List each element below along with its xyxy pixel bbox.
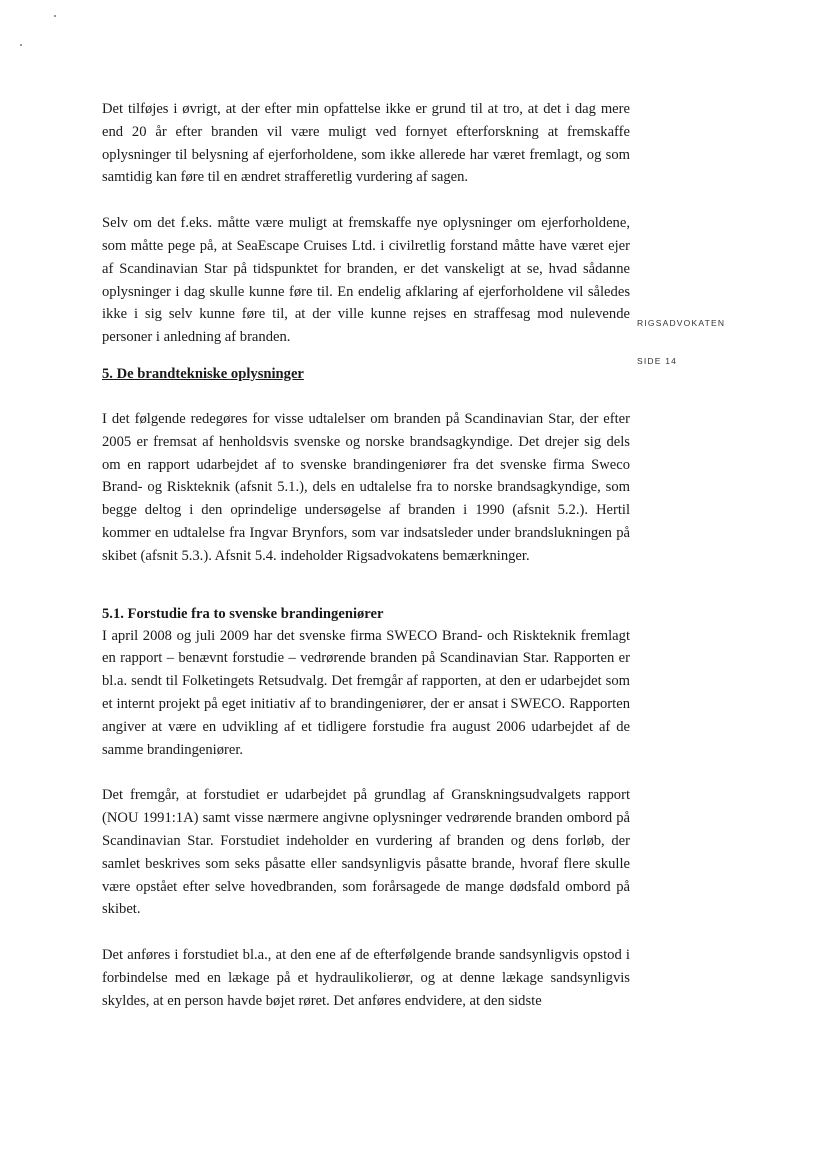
section-heading-5: 5. De brandtekniske oplysninger bbox=[102, 365, 304, 382]
paragraph-study-basis: Det fremgår, at forstudiet er udarbejdet på grundlag af Granskningsudvalgets rapport (NOU 1991:1A) samt visse nærmere angivne oplysninger vedrørende branden ombord på Scandinavian Star. Forstudiet indeholder en vurdering af branden og dens forløb, der samlet beskrives som seks påsatte eller sandsynligvis påsatte brande, hvoraf flere skulle være opstået efter selve hovedbranden, som forårsagede de mange dødsfald ombord på skibet. bbox=[102, 787, 630, 918]
sidebar-page-number: SIDE 14 bbox=[637, 356, 678, 366]
paragraph-ownership-effect: Selv om det f.eks. måtte være muligt at fremskaffe nye oplysninger om ejerforholdene, som måtte pege på, at SeaEscape Cruises Ltd. i civilretlig forstand måtte have været ejer af Scandinavian Star på tidspunktet for branden, er det vanskeligt at se, hvad sådanne oplysninger i dag skulle kunne føre til. En endelig afklaring af ejerforholdene vil således ikke i sig selv kunne føre til, at der ville kunne rejses en straffesag mod nulevende personer i anledning af branden. bbox=[102, 215, 630, 346]
paragraph-section-5-intro: I det følgende redegøres for visse udtalelser om branden på Scandinavian Star, der efter 2005 er fremsat af henholdsvis svenske og norske brandsagkyndige. Det drejer sig dels om en rapport udarbejdet af to svenske brandingeniører fra det svenske firma Sweco Brand- og Riskteknik (afsnit 5.1.), dels en udtalelse fra to norske brandsagkyndige, som begge deltog i den oprindelige undersøgelse af branden i 1990 (afsnit 5.2.). Hertil kommer en udtalelse fra Ingvar Brynfors, som var indsatsleder under brandslukningen på skibet (afsnit 5.3.). Afsnit 5.4. indeholder Rigsadvokatens bemærkninger. bbox=[102, 410, 630, 564]
paragraph-sweco-report: I april 2008 og juli 2009 har det svenske firma SWECO Brand- och Riskteknik fremlagt en rapport – benævnt forstudie – vedrørende branden på Scandinavian Star. Rapporten er bl.a. sendt til Folketingets Retsudvalg. Det fremgår af rapporten, at den er udarbejdet som et internt projekt på eget initiativ af to brandingeniører, der er ansat i SWECO. Rapporten angiver at være en udvikling af et tidligere forstudie fra august 2006 udarbejdet af de samme brandingeniører. bbox=[102, 627, 630, 758]
paragraph-study-findings: Det anføres i forstudiet bl.a., at den ene af de efterfølgende brande sandsynligvis opstod i forbindelse med en lækage på et hydraulikolierør, og at denne lækage sandsynligvis skyldes, at en person havde bøjet røret. Det anføres endvidere, at den sidste bbox=[102, 947, 630, 1009]
paragraph-ownership-conclusion: Det tilføjes i øvrigt, at der efter min opfattelse ikke er grund til at tro, at det i dag mere end 20 år efter branden vil være muligt ved fornyet efterforskning at fremskaffe oplysninger til belysning af ejerforholdene, som ikke allerede har været fremlagt, og som samtidig kan føre til en ændret strafferetlig vurdering af sagen. bbox=[102, 101, 630, 186]
section-heading-5-1: 5.1. Forstudie fra to svenske brandingeniører bbox=[102, 605, 384, 622]
page-body bbox=[102, 98, 630, 1013]
scan-speck bbox=[20, 44, 22, 46]
scan-speck bbox=[54, 15, 56, 17]
sidebar-org: RIGSADVOKATEN bbox=[637, 318, 726, 328]
